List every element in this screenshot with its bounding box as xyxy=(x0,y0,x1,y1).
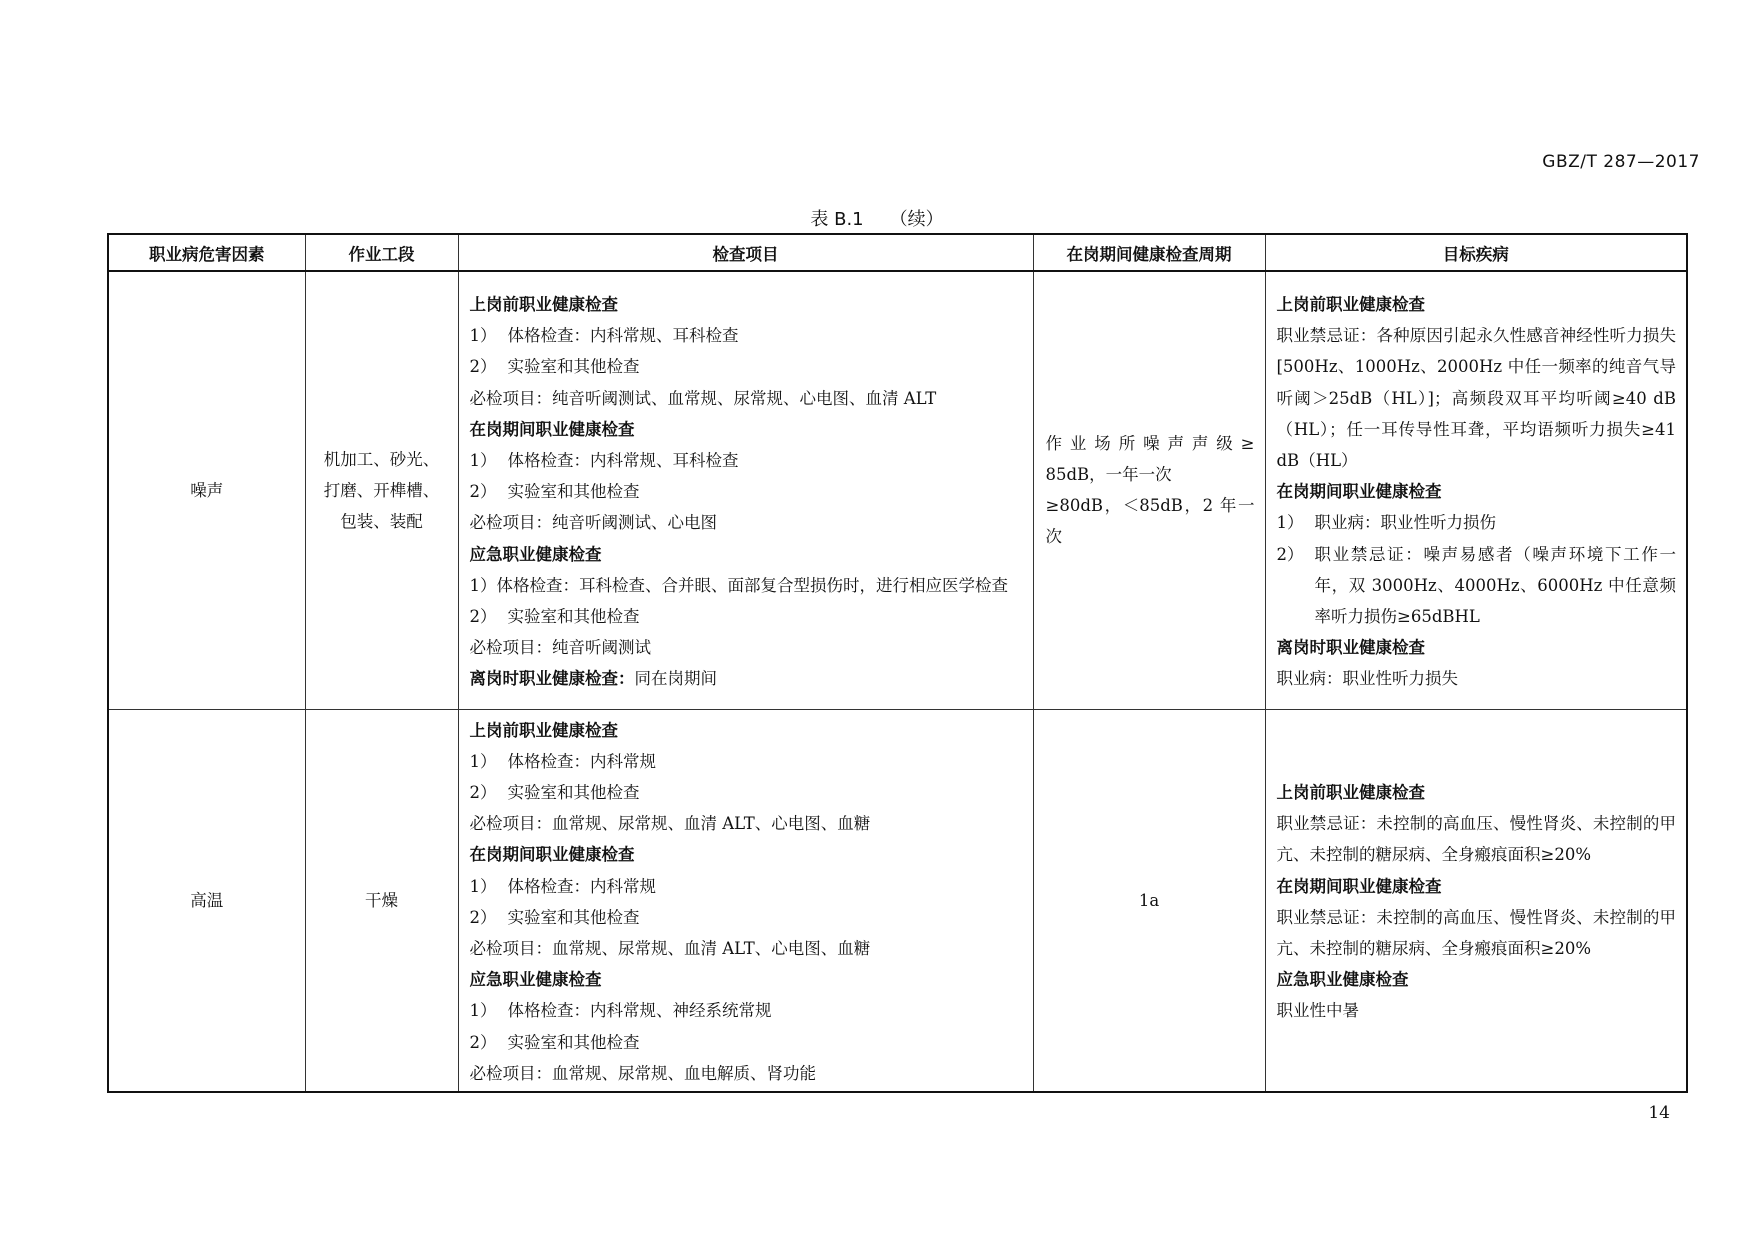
cell-stage: 干燥 xyxy=(305,709,458,1092)
cell-factor: 高温 xyxy=(108,709,305,1092)
stage-line: 打磨、开榫槽、 xyxy=(323,480,440,500)
list-number: 2） xyxy=(469,907,497,927)
list-text: 实验室和其他检查 xyxy=(507,482,640,502)
cycle-line: 次 xyxy=(1045,527,1062,547)
table-caption-label: 表 B.1 xyxy=(810,209,864,230)
list-number: 2） xyxy=(469,1032,497,1052)
cell-stage xyxy=(305,271,458,709)
list-text: 体格检查：内科常规、耳科检查 xyxy=(507,450,739,470)
document-code: GBZ/T 287—2017 xyxy=(1542,152,1700,172)
stage-line: 包装、装配 xyxy=(340,511,423,531)
list-text: 实验室和其他检查 xyxy=(507,606,640,626)
section-title: 上岗前职业健康检查 xyxy=(1276,782,1425,802)
table-row-heat xyxy=(108,709,1687,1092)
section-title: 在岗期间职业健康检查 xyxy=(469,845,635,865)
list-number: 1） xyxy=(469,1001,497,1021)
list-number: 1） xyxy=(469,575,497,595)
list-text: 实验室和其他检查 xyxy=(507,907,640,927)
contraindication-text: 职业禁忌证：未控制的高血压、慢性肾炎、未控制的甲亢、未控制的糖尿病、全身瘢痕面积≥20% xyxy=(1276,907,1676,958)
required-items: 必检项目：血常规、尿常规、血清 ALT、心电图、血糖 xyxy=(469,938,871,958)
list-text: 体格检查：耳科检查、合并眼、面部复合型损伤时，进行相应医学检查 xyxy=(496,575,1008,595)
list-item xyxy=(470,351,1023,382)
disease-text: 职业性中暑 xyxy=(1276,1001,1359,1021)
cell-diseases xyxy=(1265,271,1687,709)
list-item xyxy=(470,570,1023,601)
list-number: 1） xyxy=(469,450,497,470)
list-item xyxy=(1277,539,1677,633)
list-text: 实验室和其他检查 xyxy=(507,1032,640,1052)
required-items: 必检项目：血常规、尿常规、血清 ALT、心电图、血糖 xyxy=(469,814,871,834)
leave-check xyxy=(470,663,1023,694)
table-header-row xyxy=(108,234,1687,271)
table-caption-continued: （续） xyxy=(889,209,944,230)
section-title: 离岗时职业健康检查 xyxy=(1276,638,1425,658)
section-title: 应急职业健康检查 xyxy=(469,544,602,564)
list-text: 体格检查：内科常规 xyxy=(507,876,656,896)
section-title: 离岗时职业健康检查： xyxy=(469,669,635,689)
list-item xyxy=(1277,507,1677,538)
leave-check-text: 同在岗期间 xyxy=(634,669,717,689)
required-items: 必检项目：纯音听阈测试 xyxy=(469,638,651,658)
disease-text: 职业病：职业性听力损失 xyxy=(1276,669,1458,689)
list-number: 1） xyxy=(469,326,497,346)
list-text: 实验室和其他检查 xyxy=(507,357,640,377)
page-number: 14 xyxy=(1648,1103,1670,1123)
section-title: 应急职业健康检查 xyxy=(1276,970,1409,990)
list-item xyxy=(470,1027,1023,1058)
list-text: 职业病：职业性听力损伤 xyxy=(1314,513,1496,533)
list-item xyxy=(470,746,1023,777)
section-title: 应急职业健康检查 xyxy=(469,970,602,990)
section-title: 上岗前职业健康检查 xyxy=(1276,294,1425,314)
list-item xyxy=(470,777,1023,808)
cell-cycle: 1a xyxy=(1033,709,1265,1092)
contraindication-text: 职业禁忌证：各种原因引起永久性感音神经性听力损失[500Hz、1000Hz、2000Hz 中任一频率的纯音气导听阈＞25dB（HL）]；高频段双耳平均听阈≥40 dB（HL）；任一耳传导性耳聋，平均语频听力损失≥41 dB（HL） xyxy=(1276,326,1676,470)
list-number: 2） xyxy=(469,782,497,802)
list-text: 实验室和其他检查 xyxy=(507,782,640,802)
list-item xyxy=(470,476,1023,507)
list-number: 1） xyxy=(469,876,497,896)
list-number: 2） xyxy=(469,482,497,502)
contraindication-text: 职业禁忌证：未控制的高血压、慢性肾炎、未控制的甲亢、未控制的糖尿病、全身瘢痕面积≥20% xyxy=(1276,814,1676,865)
col-header-diseases: 目标疾病 xyxy=(1265,234,1687,271)
cycle-line: 作业场所噪声声级≥ xyxy=(1045,433,1255,453)
list-number: 1） xyxy=(1276,513,1304,533)
list-item xyxy=(470,995,1023,1026)
list-number: 2） xyxy=(1276,544,1304,564)
list-item xyxy=(470,601,1023,632)
list-item xyxy=(470,320,1023,351)
section-title: 在岗期间职业健康检查 xyxy=(1276,482,1442,502)
list-text: 体格检查：内科常规 xyxy=(507,751,656,771)
list-text: 体格检查：内科常规、神经系统常规 xyxy=(507,1001,772,1021)
list-text: 体格检查：内科常规、耳科检查 xyxy=(507,326,739,346)
table-row-noise xyxy=(108,271,1687,709)
col-header-stage: 作业工段 xyxy=(305,234,458,271)
section-title: 在岗期间职业健康检查 xyxy=(1276,876,1442,896)
required-items: 必检项目：纯音听阈测试、血常规、尿常规、心电图、血清 ALT xyxy=(469,388,937,408)
table-caption xyxy=(0,205,1754,231)
list-number: 2） xyxy=(469,606,497,626)
section-title: 上岗前职业健康检查 xyxy=(469,720,618,740)
required-items: 必检项目：纯音听阈测试、心电图 xyxy=(469,513,717,533)
cycle-line: 85dB，一年一次 xyxy=(1045,465,1172,485)
col-header-items: 检查项目 xyxy=(458,234,1033,271)
section-title: 上岗前职业健康检查 xyxy=(469,294,618,314)
list-number: 1） xyxy=(469,751,497,771)
list-item xyxy=(470,902,1023,933)
cell-diseases xyxy=(1265,709,1687,1092)
col-header-cycle: 在岗期间健康检查周期 xyxy=(1033,234,1265,271)
list-item xyxy=(470,871,1023,902)
health-check-table xyxy=(107,233,1688,1093)
cell-items xyxy=(458,709,1033,1092)
cycle-line: ≥80dB，＜85dB，2 年一 xyxy=(1045,496,1255,516)
cell-factor: 噪声 xyxy=(108,271,305,709)
col-header-factor: 职业病危害因素 xyxy=(108,234,305,271)
required-items: 必检项目：血常规、尿常规、血电解质、肾功能 xyxy=(469,1063,816,1083)
section-title: 在岗期间职业健康检查 xyxy=(469,419,635,439)
cell-cycle xyxy=(1033,271,1265,709)
list-item xyxy=(470,445,1023,476)
list-text: 职业禁忌证：噪声易感者（噪声环境下工作一年，双 3000Hz、4000Hz、6000Hz 中任意频率听力损伤≥65dBHL xyxy=(1314,544,1676,626)
stage-line: 机加工、砂光、 xyxy=(323,449,440,469)
cell-items xyxy=(458,271,1033,709)
list-number: 2） xyxy=(469,357,497,377)
